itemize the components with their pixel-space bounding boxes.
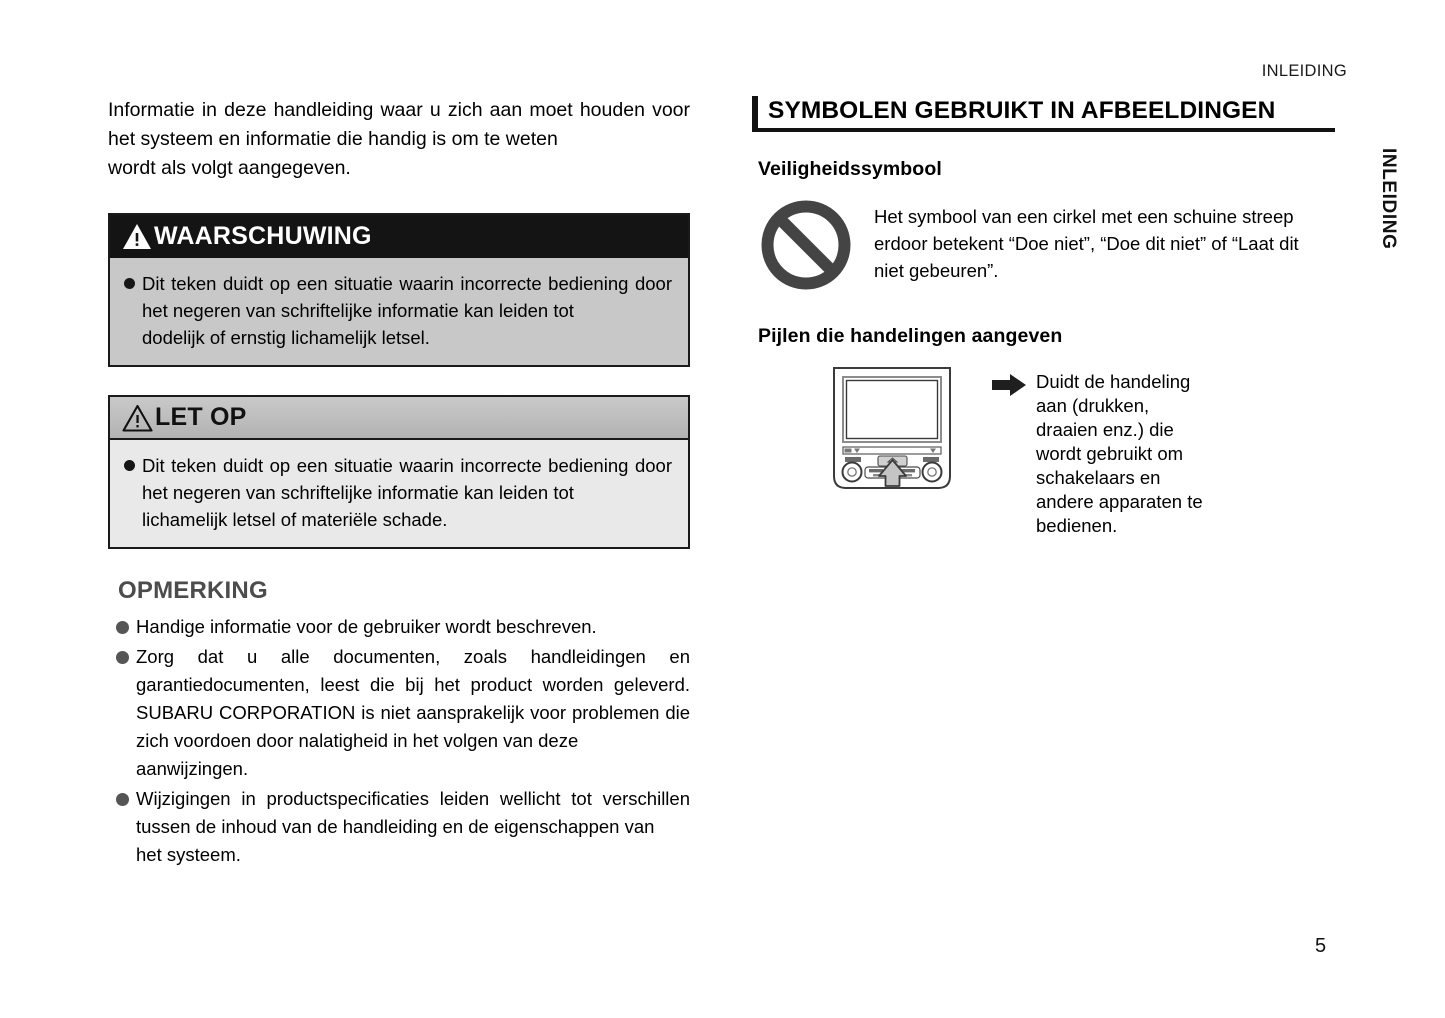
caution-box (108, 395, 690, 549)
note-item-text (136, 785, 690, 869)
caution-line-2: door het negeren van schriftelijke informatie kan leiden tot (142, 455, 672, 503)
intro-line-3: wordt als volgt aangegeven. (108, 157, 351, 179)
warning-triangle-icon (122, 223, 152, 250)
arrow-text-line-6: andere apparaten te (1036, 491, 1203, 512)
head-unit-svg (830, 364, 954, 492)
note-list-item (116, 785, 690, 869)
arrow-text-line-3: draaien enz.) die (1036, 419, 1174, 440)
warning-line-1: Dit teken duidt op een situatie waarin incorrecte bediening (142, 273, 629, 294)
caution-box-body (110, 440, 688, 547)
caution-triangle-icon (122, 404, 153, 432)
warning-line-3: dodelijk of ernstig lichamelijk letsel. (142, 327, 430, 348)
left-column (108, 96, 690, 871)
running-head: INLEIDING (1261, 62, 1347, 80)
section-heading-title: SYMBOLEN GEBRUIKT IN AFBEELDINGEN (768, 97, 1276, 124)
caution-bullet-item (124, 452, 672, 533)
warning-bullet-item (124, 270, 672, 351)
note-3-line-3: het systeem. (136, 844, 241, 865)
caution-bullet-text (142, 452, 672, 533)
note-2-line-3: SUBARU CORPORATION is niet aansprakelijk voor problemen (136, 702, 660, 723)
intro-paragraph (108, 96, 690, 183)
note-section-title: OPMERKING (118, 577, 268, 604)
arrow-text-line-5: schakelaars en (1036, 467, 1161, 488)
section-edge-tab: INLEIDING (1378, 148, 1399, 250)
arrow-legend (992, 364, 1216, 538)
intro-line-1: Informatie in deze handleiding waar u zich aan moet houden (108, 99, 645, 121)
caution-line-1: Dit teken duidt op een situatie waarin incorrecte bediening (142, 455, 629, 476)
arrow-text-line-7: bedienen. (1036, 515, 1118, 536)
caution-box-header (110, 397, 688, 440)
safety-text-line-2: erdoor betekent “Doe niet”, “Doe dit niet” of “Laat dit (874, 233, 1299, 254)
note-item-text (136, 613, 690, 641)
note-list (116, 613, 690, 869)
page-number: 5 (1315, 935, 1327, 957)
warning-bullet-text (142, 270, 672, 351)
safety-text-line-1: Het symbool van een cirkel met een schuine streep (874, 206, 1294, 227)
bullet-dot-icon (124, 278, 135, 289)
right-arrow-icon (992, 374, 1026, 396)
section-heading-bar (752, 96, 758, 132)
warning-box-header (110, 215, 688, 258)
safety-symbol-subheading: Veiligheidssymbool (758, 158, 942, 180)
note-1-line-1: Handige informatie voor de gebruiker wordt beschreven. (136, 616, 597, 637)
arrows-row (752, 364, 1335, 538)
prohibition-icon (760, 199, 852, 291)
note-2-line-1: Zorg dat u alle documenten, zoals handleidingen en (136, 646, 690, 667)
safety-text-line-3: niet gebeuren”. (874, 260, 999, 281)
note-item-text (136, 643, 690, 783)
warning-box-body (110, 258, 688, 365)
safety-symbol-row (752, 197, 1335, 291)
note-list-item (116, 613, 690, 641)
section-heading (752, 96, 1335, 132)
note-2-line-2: garantiedocumenten, leest die bij het product worden geleverd. (136, 674, 690, 695)
warning-box (108, 213, 690, 367)
note-list-item (116, 643, 690, 783)
safety-symbol-text (874, 197, 1335, 284)
arrow-text-line-4: wordt gebruikt om (1036, 443, 1184, 464)
caution-box-title: LET OP (155, 403, 247, 431)
note-2-line-5: aanwijzingen. (136, 758, 249, 779)
intro-line-2: voor het systeem en informatie die handig is om te weten (108, 99, 690, 150)
note-3-line-1: Wijzigingen in productspecificaties leiden wellicht tot verschillen (136, 788, 690, 809)
arrow-text-line-2: aan (drukken, (1036, 395, 1150, 416)
caution-line-3: lichamelijk letsel of materiële schade. (142, 509, 448, 530)
note-2-line-4: die zich voordoen door nalatigheid in het volgen van deze (136, 702, 691, 751)
note-3-line-2: tussen de inhoud van de handleiding en de eigenschappen van (136, 816, 655, 837)
arrow-legend-text (1036, 370, 1216, 538)
bullet-dot-icon (116, 793, 129, 806)
arrow-text-line-1: Duidt de handeling (1036, 371, 1191, 392)
arrows-subheading: Pijlen die handelingen aangeven (758, 325, 1063, 347)
bullet-dot-icon (124, 460, 135, 471)
bullet-dot-icon (116, 621, 129, 634)
warning-box-title: WAARSCHUWING (154, 222, 372, 250)
bullet-dot-icon (116, 651, 129, 664)
right-column (752, 96, 1335, 538)
car-audio-head-unit-illustration (830, 364, 954, 497)
warning-line-2: door het negeren van schriftelijke informatie kan leiden tot (142, 273, 672, 321)
section-heading-rule (752, 128, 1335, 132)
